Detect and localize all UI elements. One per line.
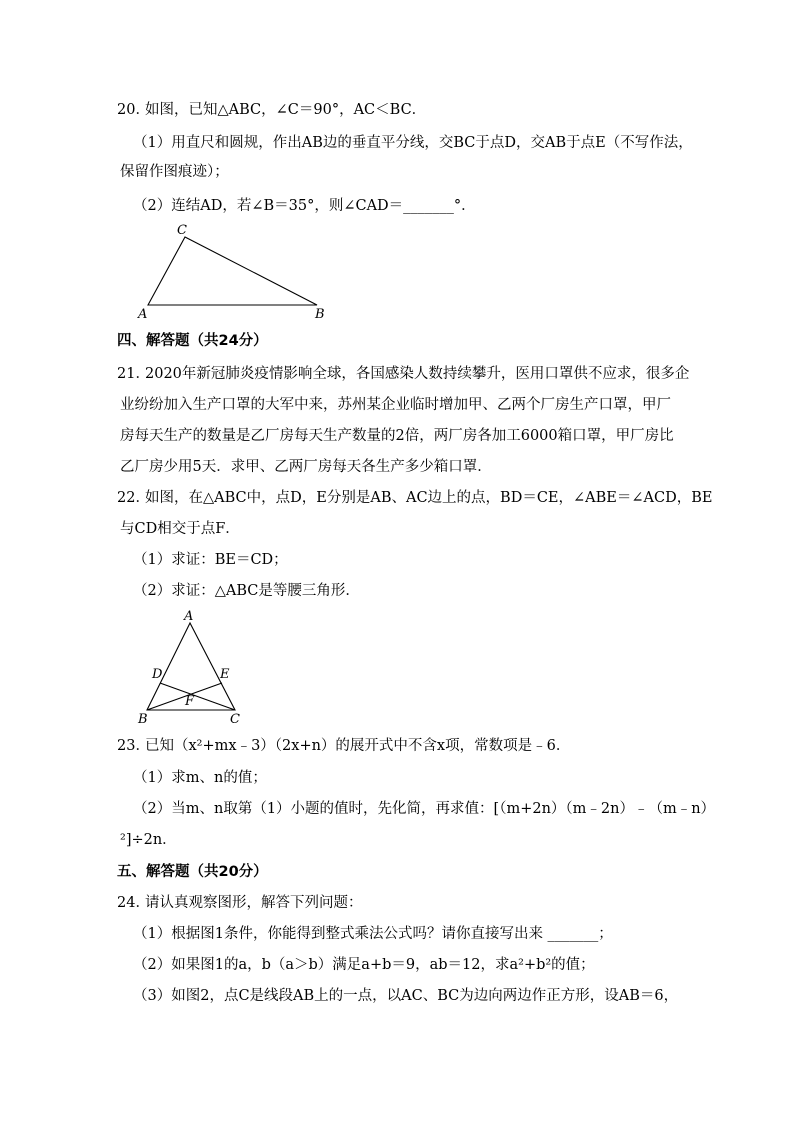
q20-number: 20．: [117, 102, 150, 118]
q20-part1-line1: （1）用直尺和圆规，作出AB边的垂直平分线，交BC于点D，交AB于点E（不写作法，: [133, 135, 693, 151]
label-b: B: [138, 712, 148, 727]
q20-stem-text: 如图，已知△ABC，∠C＝90°，AC＜BC．: [145, 102, 427, 118]
q23-part2-line1: （2）当m、n取第（1）小题的值时，先化简，再求值：[（m+2n）（m﹣2n）﹣（m﹣n）: [133, 801, 716, 817]
triangle-abc: [148, 237, 317, 305]
q22-part2: （2）求证：△ABC是等腰三角形．: [133, 583, 360, 599]
q24-part3: （3）如图2，点C是线段AB上的一点，以AC、BC为边向两边作正方形，设AB＝6，: [133, 988, 679, 1004]
label-b: B: [315, 307, 325, 322]
label-d: D: [152, 667, 163, 682]
q23-part1: （1）求m、n的值；: [133, 770, 267, 786]
label-c: C: [177, 223, 187, 238]
q22-number: 22．: [117, 490, 150, 506]
q21-line2: 业纷纷加入生产口罩的大军中来，苏州某企业临时增加甲、乙两个厂房生产口罩，甲厂: [120, 397, 671, 413]
q24-number: 24．: [117, 895, 150, 911]
q22-part1: （1）求证：BE＝CD；: [133, 552, 288, 568]
q23-number: 23．: [117, 738, 150, 754]
label-f: F: [185, 694, 195, 709]
q22-line1-text: 如图，在△ABC中，点D，E分别是AB、AC边上的点，BD＝CE，∠ABE＝∠ACD，BE: [145, 490, 713, 506]
section-4-heading: 四、解答题（共24分）: [117, 333, 268, 349]
q22-triangle-figure: [130, 605, 250, 730]
q22-line2: 与CD相交于点F．: [120, 521, 240, 537]
label-a: A: [138, 307, 148, 322]
q20-triangle-figure: [130, 220, 340, 325]
q24-stem-text: 请认真观察图形，解答下列问题：: [145, 895, 363, 911]
segment-cd: [160, 683, 235, 710]
q21-line3: 房每天生产的数量是乙厂房每天生产数量的2倍，两厂房各加工6000箱口罩，甲厂房比: [120, 428, 674, 444]
q21-number: 21．: [117, 366, 150, 382]
section-5-heading: 五、解答题（共20分）: [117, 864, 268, 880]
q20-part1-line2: 保留作图痕迹）；: [120, 164, 229, 180]
q21-line4: 乙厂房少用5天．求甲、乙两厂房每天各生产多少箱口罩．: [120, 459, 492, 475]
label-c: C: [230, 712, 240, 727]
q21-line1-text: 2020年新冠肺炎疫情影响全球，各国感染人数持续攀升，医用口罩供不应求，很多企: [145, 366, 690, 382]
q20-part2: （2）连结AD，若∠B＝35°，则∠CAD＝_______°．: [133, 198, 476, 214]
label-e: E: [220, 667, 230, 682]
q24-part1: （1）根据图1条件，你能得到整式乘法公式吗？请你直接写出来 _______；: [133, 926, 613, 942]
q23-part2-line2: ²]÷2n．: [120, 832, 177, 848]
q24-part2: （2）如果图1的a，b（a＞b）满足a+b＝9，ab＝12，求a²+b²的值；: [133, 957, 595, 973]
q23-stem-text: 已知（x²+mx﹣3）（2x+n）的展开式中不含x项，常数项是﹣6．: [145, 738, 571, 754]
label-a: A: [184, 609, 194, 624]
